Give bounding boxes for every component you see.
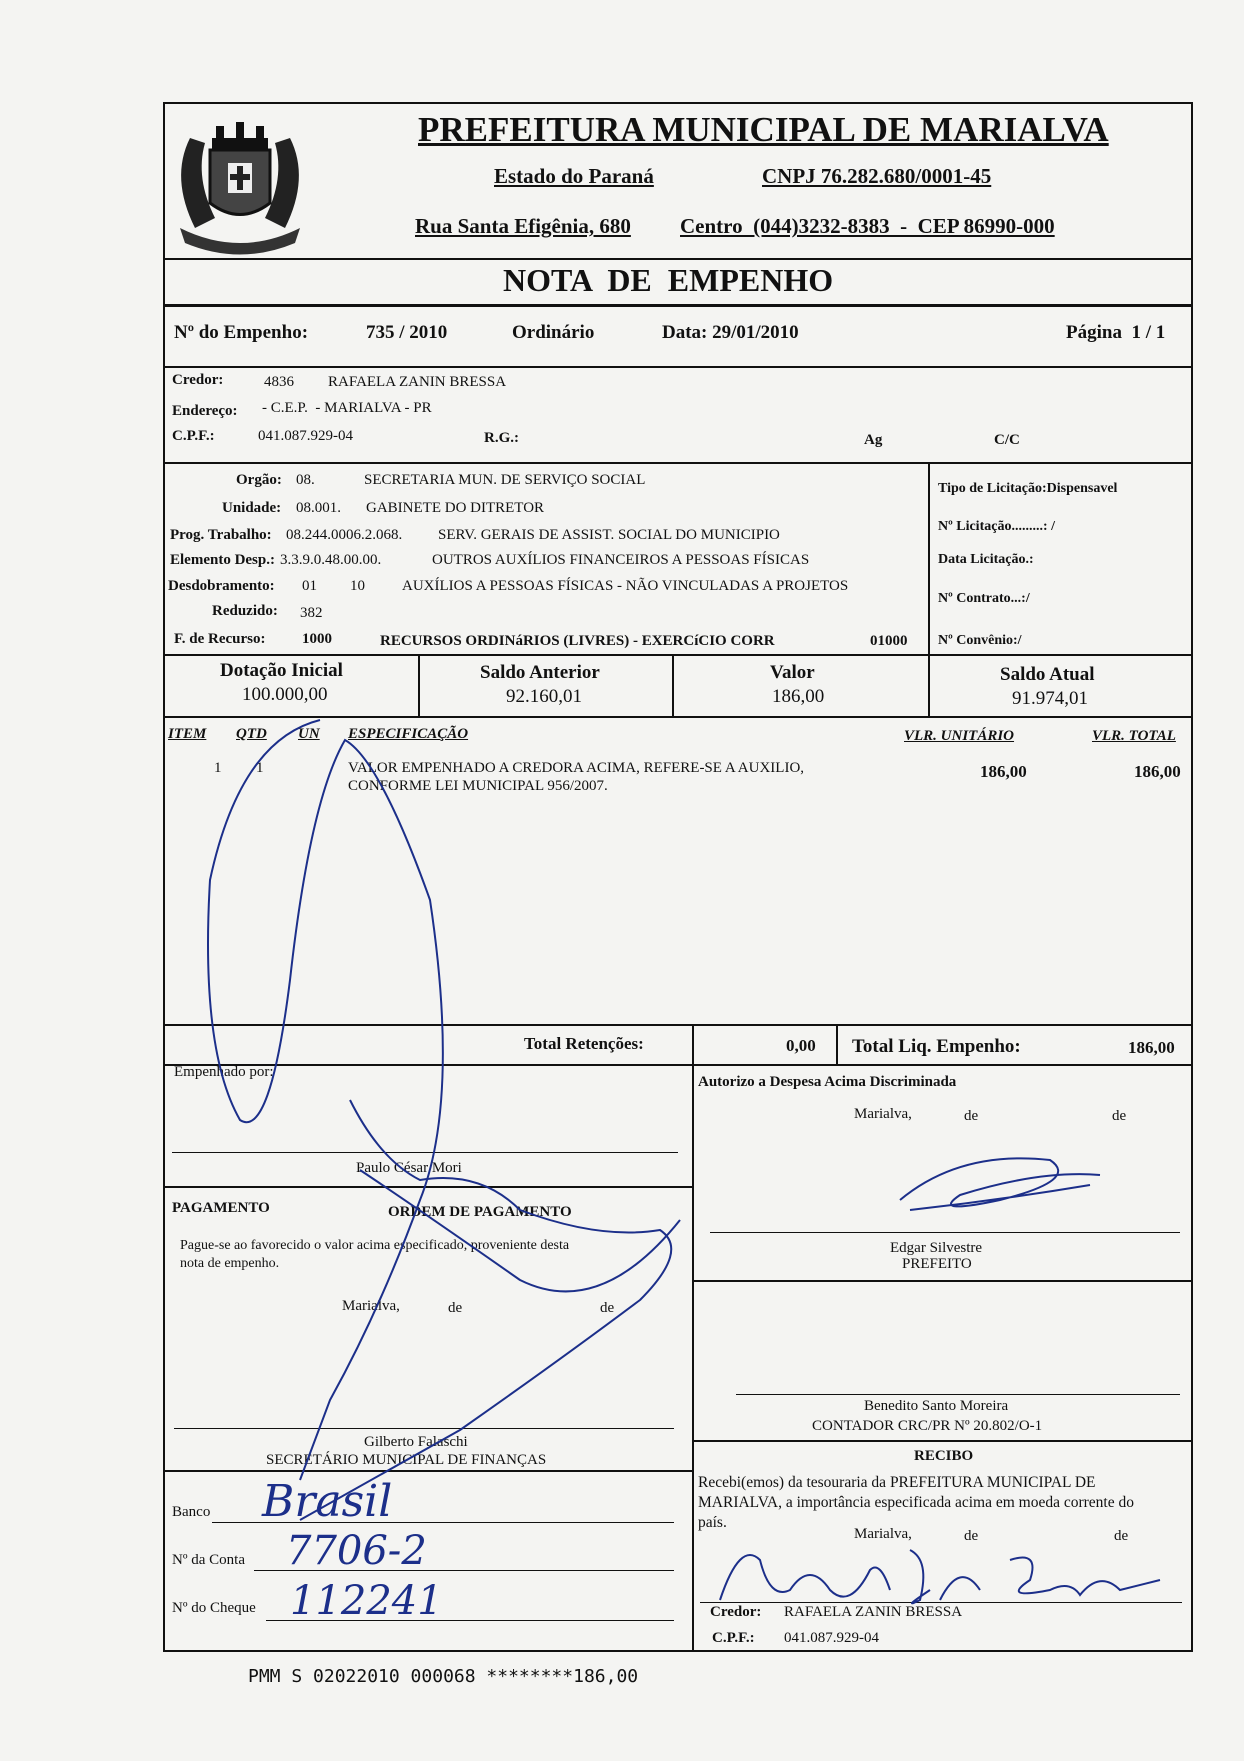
divider <box>163 716 1193 718</box>
empenho-type: Ordinário <box>512 322 595 343</box>
divider <box>418 654 420 716</box>
fonte-code-2: 01000 <box>870 633 908 649</box>
recibo-text-line1: Recebi(emos) da tesouraria da PREFEITURA MUNICIPAL DE <box>698 1474 1096 1491</box>
orgao-code: 08. <box>296 472 315 488</box>
unidade-label: Unidade: <box>222 500 282 516</box>
col-un: UN <box>298 726 320 742</box>
pagamento-city: Marialva, <box>342 1298 400 1314</box>
agency-label: Ag <box>864 432 883 448</box>
licitacao-type: Tipo de Licitação:Dispensavel <box>938 481 1118 496</box>
licitacao-date: Data Licitação.: <box>938 552 1034 567</box>
banco-label: Banco <box>172 1504 211 1520</box>
signature-line <box>172 1152 678 1153</box>
orgao-label: Orgão: <box>236 472 282 488</box>
fonte-name: RECURSOS ORDINáRIOS (LIVRES) - EXERCíCIO CORR <box>380 633 775 649</box>
empenho-number-label: Nº do Empenho: <box>174 322 309 343</box>
pagamento-de-1: de <box>448 1300 463 1316</box>
desdobramento-code-a: 01 <box>302 578 317 594</box>
saldo-atual-value: 91.974,01 <box>1012 688 1088 709</box>
cpf-label: C.P.F.: <box>172 428 215 444</box>
autorizo-label: Autorizo a Despesa Acima Discriminada <box>698 1074 957 1090</box>
banco-handwritten: Brasil <box>262 1476 393 1527</box>
header-contact: Centro (044)3232-8383 - CEP 86990-000 <box>680 214 1055 238</box>
conta-handwritten: 7706-2 <box>286 1528 427 1574</box>
recibo-cpf-value: 041.087.929-04 <box>784 1630 879 1646</box>
credor-label: Credor: <box>172 372 224 388</box>
contador-name: Benedito Santo Moreira <box>864 1398 1009 1414</box>
divider <box>163 654 1193 656</box>
cheque-label: Nº do Cheque <box>172 1600 256 1616</box>
pagamento-text-line2: nota de empenho. <box>180 1256 280 1271</box>
header-cnpj: CNPJ 76.282.680/0001-45 <box>762 164 992 188</box>
reduzido-label: Reduzido: <box>212 603 278 619</box>
divider <box>163 462 1193 464</box>
prog-label: Prog. Trabalho: <box>170 527 272 543</box>
signature-line <box>174 1428 674 1429</box>
orgao-name: SECRETARIA MUN. DE SERVIÇO SOCIAL <box>364 472 646 488</box>
elemento-label: Elemento Desp.: <box>170 552 275 568</box>
divider <box>163 1470 693 1472</box>
desdobramento-name: AUXÍLIOS A PESSOAS FÍSICAS - NÃO VINCULADAS A PROJETOS <box>402 578 849 594</box>
ordem-pagamento-label: ORDEM DE PAGAMENTO <box>388 1204 572 1220</box>
pagamento-text-line1: Pague-se ao favorecido o valor acima especificado, proveniente desta <box>180 1238 570 1253</box>
rg-label: R.G.: <box>484 430 519 446</box>
divider <box>163 1186 693 1188</box>
empenhado-label: Empenhado por: <box>174 1064 274 1080</box>
divider <box>163 258 1193 260</box>
cpf-value: 041.087.929-04 <box>258 428 353 444</box>
licitacao-number: Nº Licitação.........: / <box>938 519 1055 534</box>
fonte-label: F. de Recurso: <box>174 631 266 647</box>
recibo-de-1: de <box>964 1528 979 1544</box>
cheque-handwritten: 112241 <box>290 1578 443 1624</box>
elemento-code: 3.3.9.0.48.00.00. <box>280 552 382 568</box>
reduzido-value: 382 <box>300 605 323 621</box>
autorizo-city: Marialva, <box>854 1106 912 1122</box>
col-total-value: VLR. TOTAL <box>1092 728 1176 744</box>
account-label: C/C <box>994 432 1020 448</box>
signature-line <box>736 1394 1180 1395</box>
saldo-anterior-label: Saldo Anterior <box>480 662 600 683</box>
fonte-code: 1000 <box>302 631 332 647</box>
frame-bottom <box>163 1650 1193 1652</box>
signature-line <box>710 1232 1180 1233</box>
prefeito-name: Edgar Silvestre <box>890 1240 983 1256</box>
empenho-number: 735 / 2010 <box>366 322 448 343</box>
recibo-city: Marialva, <box>854 1526 912 1542</box>
item-number: 1 <box>214 760 222 776</box>
elemento-name: OUTROS AUXÍLIOS FINANCEIROS A PESSOAS FÍSICAS <box>432 552 810 568</box>
frame-left <box>163 102 165 1652</box>
convenio-number: Nº Convênio:/ <box>938 633 1022 648</box>
desdobramento-label: Desdobramento: <box>168 578 275 594</box>
col-item: ITEM <box>168 726 207 742</box>
saldo-atual-label: Saldo Atual <box>1000 664 1095 685</box>
conta-label: Nº da Conta <box>172 1552 245 1568</box>
autorizo-de-1: de <box>964 1108 979 1124</box>
empenhado-name: Paulo César Mori <box>356 1160 462 1176</box>
credor-code: 4836 <box>264 374 294 390</box>
municipal-crest-icon <box>170 108 310 258</box>
item-description-line2: CONFORME LEI MUNICIPAL 956/2007. <box>348 778 608 794</box>
divider <box>928 654 930 716</box>
address-value: - C.E.P. - MARIALVA - PR <box>262 400 432 416</box>
pagamento-de-2: de <box>600 1300 615 1316</box>
desdobramento-code-b: 10 <box>350 578 365 594</box>
total-liquido-label: Total Liq. Empenho: <box>852 1036 1021 1057</box>
divider <box>928 462 930 654</box>
page-number: Página 1 / 1 <box>1066 322 1166 343</box>
footer-stamp: PMM S 02022010 000068 ********186,00 <box>248 1666 639 1687</box>
col-especificacao: ESPECIFICAÇÃO <box>348 726 469 742</box>
autorizo-de-2: de <box>1112 1108 1127 1124</box>
recibo-label: RECIBO <box>914 1448 974 1464</box>
divider <box>163 1024 1193 1026</box>
divider <box>692 1440 1192 1442</box>
recibo-text-line2: MARIALVA, a importância especificada acima em moeda corrente do <box>698 1494 1134 1511</box>
recibo-text-line3: país. <box>698 1514 727 1531</box>
frame-top <box>163 102 1193 104</box>
dotacao-label: Dotação Inicial <box>220 660 343 681</box>
divider <box>163 1064 1193 1066</box>
item-qty: 1 <box>256 760 264 776</box>
valor-label: Valor <box>770 662 815 683</box>
divider <box>163 366 1193 368</box>
valor-value: 186,00 <box>772 686 825 707</box>
contract-number: Nº Contrato...:/ <box>938 591 1030 606</box>
item-total-value: 186,00 <box>1134 762 1181 781</box>
recibo-credor-name: RAFAELA ZANIN BRESSA <box>784 1604 963 1620</box>
header-street: Rua Santa Efigênia, 680 <box>415 214 631 238</box>
unidade-name: GABINETE DO DITRETOR <box>366 500 545 516</box>
recibo-credor-label: Credor: <box>710 1604 762 1620</box>
secretario-role: SECRETÁRIO MUNICIPAL DE FINANÇAS <box>266 1452 547 1468</box>
item-unit-value: 186,00 <box>980 762 1027 781</box>
contador-role: CONTADOR CRC/PR Nº 20.802/O-1 <box>812 1418 1043 1434</box>
divider <box>672 654 674 716</box>
header-title: PREFEITURA MUNICIPAL DE MARIALVA <box>418 110 1109 149</box>
signature-line <box>700 1602 1182 1603</box>
divider <box>692 1024 694 1066</box>
prefeito-role: PREFEITO <box>902 1256 972 1272</box>
divider <box>836 1024 838 1066</box>
item-description-line1: VALOR EMPENHADO A CREDORA ACIMA, REFERE-SE A AUXILIO, <box>348 760 805 776</box>
secretario-name: Gilberto Falaschi <box>364 1434 468 1450</box>
prog-code: 08.244.0006.2.068. <box>286 527 403 543</box>
prog-name: SERV. GERAIS DE ASSIST. SOCIAL DO MUNICIPIO <box>438 527 780 543</box>
document-title: NOTA DE EMPENHO <box>503 262 834 298</box>
credor-name: RAFAELA ZANIN BRESSA <box>328 374 507 390</box>
recibo-cpf-label: C.P.F.: <box>712 1630 755 1646</box>
dotacao-value: 100.000,00 <box>242 684 328 705</box>
frame-right <box>1191 102 1193 1652</box>
address-label: Endereço: <box>172 403 238 419</box>
saldo-anterior-value: 92.160,01 <box>506 686 582 707</box>
empenho-date: Data: 29/01/2010 <box>662 322 799 343</box>
col-qtd: QTD <box>236 726 267 742</box>
retencoes-label: Total Retenções: <box>524 1034 644 1053</box>
recibo-de-2: de <box>1114 1528 1129 1544</box>
unidade-code: 08.001. <box>296 500 341 516</box>
divider <box>692 1280 1192 1282</box>
retencoes-value: 0,00 <box>786 1036 816 1055</box>
total-liquido-value: 186,00 <box>1128 1038 1175 1057</box>
col-unit-value: VLR. UNITÁRIO <box>904 728 1015 744</box>
header-state: Estado do Paraná <box>494 164 654 188</box>
divider <box>163 304 1193 307</box>
pagamento-label: PAGAMENTO <box>172 1200 270 1216</box>
divider <box>692 1064 694 1652</box>
